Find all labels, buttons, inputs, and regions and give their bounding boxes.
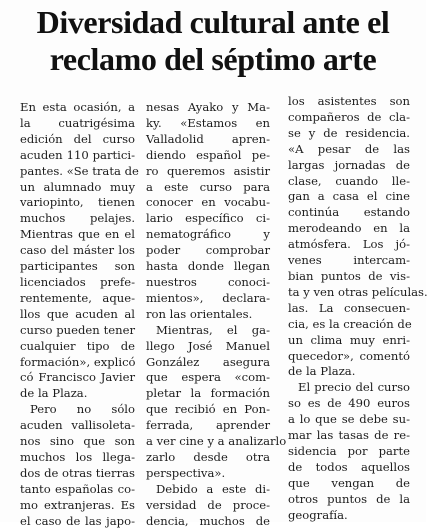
text-line: ta y ven otras películas. [288, 284, 428, 299]
text-line: nesas Ayako y Ma- [146, 100, 270, 114]
text-line: el caso de las japo- [20, 513, 135, 528]
text-line: dencia, muchos de [146, 513, 270, 528]
text-line: continúa estando [288, 205, 410, 220]
text-line: pantes. «Se trata de [20, 163, 139, 178]
text-line: zarlo desde otra [146, 449, 270, 464]
text-line: có Francisco Javier [20, 370, 135, 385]
text-line: nos sino que son [20, 434, 135, 449]
text-line: caso del máster los [20, 243, 135, 258]
text-line: hasta donde llegan [146, 259, 270, 274]
text-line: las. La consecuen- [288, 300, 410, 315]
article-column-2 [146, 100, 287, 529]
text-line: sidencia por parte [288, 443, 410, 458]
text-line: González asegura [146, 354, 270, 369]
text-line: venes intercam- [288, 253, 410, 268]
text-line: conocer en vocabu- [146, 195, 270, 210]
text-line: un alumnado muy [20, 179, 135, 194]
text-line: formación», explicó [20, 354, 136, 369]
text-line: curso pueden tener [20, 322, 135, 337]
article-headline [8, 4, 418, 78]
text-line: largas jornadas de [288, 157, 410, 172]
text-line: ferrada, aprender [146, 418, 270, 433]
text-line: mar las tasas de re- [288, 428, 410, 443]
text-line: un clima muy enri- [288, 332, 410, 347]
text-line: llos que acuden al [20, 306, 135, 321]
text-line: rentemente, aque- [20, 290, 135, 305]
text-line: cualquier tipo de [20, 338, 135, 353]
text-line: En esta ocasión, a [20, 100, 135, 114]
text-line: pletar la formación [146, 386, 270, 401]
text-line: ro queremos asistir [146, 163, 270, 178]
text-line: licenciados prefe- [20, 274, 135, 289]
text-line: que recibió en Pon- [146, 402, 270, 417]
text-line: poder comprobar [146, 243, 270, 258]
text-line: a este curso para [146, 179, 270, 194]
text-line: dos de otras tierras [20, 465, 135, 480]
text-line: de la Plaza. [288, 364, 356, 379]
text-line: otros puntos de la [288, 491, 410, 506]
text-line: la cuatrigésima [20, 115, 135, 130]
text-line: versidad de proce- [146, 497, 270, 512]
text-line: El precio del curso [298, 380, 410, 395]
text-line: diendo español pe- [146, 147, 270, 162]
text-line: participantes son [20, 259, 135, 274]
text-line: de la Plaza. [20, 386, 88, 401]
text-line: acuden vallisoletа- [20, 418, 135, 433]
text-line: nematográfico y [146, 227, 270, 242]
text-line: mientos», declara- [146, 290, 270, 305]
article-column-3 [288, 94, 428, 523]
text-line: quecedor», comentó [288, 348, 410, 363]
text-line: Mientras, el ga- [156, 322, 270, 337]
text-line: muchos pelajes. [20, 211, 135, 226]
text-line: compañeros de cla- [288, 109, 410, 124]
text-line: Mientras que en el [20, 227, 135, 242]
headline-line: reclamo del séptimo arte [49, 41, 377, 77]
text-line: Pero no sólo [30, 402, 135, 417]
text-line: clase, cuando lle- [288, 173, 410, 188]
text-line: atmósfera. Los jó- [288, 237, 410, 252]
text-line: lario específico ci- [146, 211, 270, 226]
text-line: «A pesar de las [288, 141, 410, 156]
text-line: los asistentes son [288, 94, 410, 108]
text-line: ky. «Estamos en [146, 115, 270, 130]
text-line: ron las orientales. [146, 306, 253, 321]
text-line: geografía. [288, 507, 348, 522]
text-line: Debido a este di- [156, 481, 270, 496]
text-line: so es de 490 euros [288, 396, 410, 411]
text-line: tanto españolas co- [20, 481, 135, 496]
headline-line: Diversidad cultural ante el [36, 4, 390, 40]
text-line: perspectiva». [146, 465, 226, 480]
text-line: a ver cine y a analizarlo [146, 434, 287, 449]
text-line: muchos los llega- [20, 449, 135, 464]
text-line: cia, es la creación de [288, 316, 412, 331]
text-line: gan a casa el cine [288, 189, 410, 204]
text-line: a lo que se debe su- [288, 412, 410, 427]
text-line: Valladolid apren- [146, 131, 270, 146]
text-line: acuden 110 partici- [20, 147, 135, 162]
text-line: se y de residencia. [288, 125, 410, 140]
text-line: variopinto, tienen [20, 195, 135, 210]
text-line: de todos aquellos [288, 459, 410, 474]
text-line: bian puntos de vis- [288, 268, 410, 283]
text-line: llego José Manuel [146, 338, 270, 353]
text-line: mo extranjeras. Es [20, 497, 135, 512]
text-line: que vengan de [288, 475, 410, 490]
text-line: que espera «com- [146, 370, 270, 385]
article-column-1 [20, 100, 139, 529]
text-line: nuestros conoci- [146, 274, 270, 289]
text-line: merodeando en la [288, 221, 410, 236]
text-line: edición del curso [20, 131, 135, 146]
